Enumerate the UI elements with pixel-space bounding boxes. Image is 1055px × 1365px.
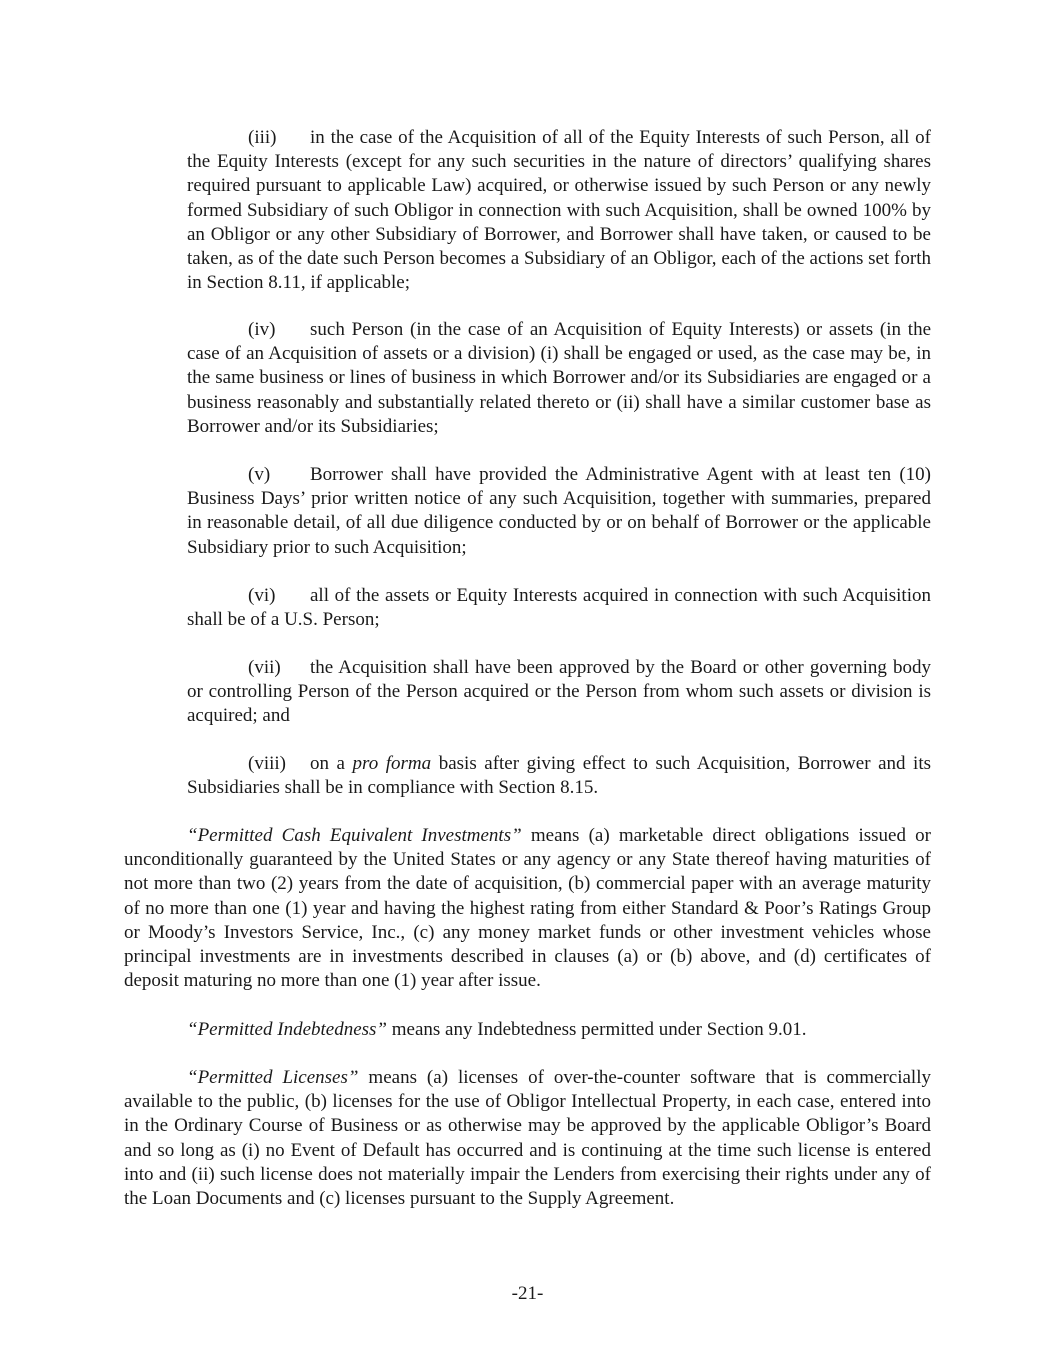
clause-iii	[187, 126, 931, 295]
defined-term: “Permitted Cash Equivalent Investments”	[187, 825, 522, 846]
clause-iv	[187, 318, 931, 439]
clause-number: (vii)	[248, 657, 281, 678]
clause-number: (vi)	[248, 585, 276, 606]
definition-text: means (a) licenses of over-the-counter software that is commercially available to the public, (b) licenses for the use of Obligor Intellectual Property, in each case, entered into in the Ordinary Course of Business or as otherwise may be approved by the applicable Obligor’s Board and so long as (i) no Event of Default has occurred and is continuing at the time such license is entered into and (ii) such license does not materially impair the Lenders from exercising their rights under any of the Loan Documents and (c) licenses pursuant to the Supply Agreement.	[124, 1067, 931, 1210]
definition-permitted-licenses	[124, 1066, 931, 1211]
clause-number: (iv)	[248, 319, 276, 340]
definition-text: means any Indebtedness permitted under Section 9.01.	[387, 1019, 807, 1040]
clause-text-after: basis after giving effect to such Acquisition, Borrower and its Subsidiaries shall be in compliance with Section 8.15.	[187, 753, 932, 799]
defined-term: “Permitted Licenses”	[187, 1067, 359, 1088]
definition-permitted-cash-equivalent-investments	[124, 824, 931, 993]
page-number: -21-	[511, 1283, 544, 1304]
clause-text: in the case of the Acquisition of all of the Equity Interests of such Person, all of the Equity Interests (except for any such securities in the nature of directors’ qualifying shares required pursuant to applicable Law) acquired, or otherwise issued by such Person or any newly formed Subsidiary of such Obligor in connection with such Acquisition, shall be owned 100% by an Obligor or any other Subsidiary of Borrower, and Borrower shall have taken, or caused to be taken, as of the date such Person becomes a Subsidiary of an Obligor, each of the actions set forth in Section 8.11, if applicable;	[187, 127, 931, 294]
pro-forma-term: pro forma	[352, 753, 432, 774]
clause-text: all of the assets or Equity Interests acquired in connection with such Acquisition shall be of a U.S. Person;	[187, 585, 931, 631]
clause-v	[187, 463, 931, 560]
clause-vi	[187, 584, 931, 632]
definition-permitted-indebtedness	[124, 1018, 931, 1042]
definition-text: means (a) marketable direct obligations issued or unconditionally guaranteed by the United States or any agency or any State thereof having maturities of not more than two (2) years from the date of acquisition, (b) commercial paper with an average maturity of no more than one (1) year and having the highest rating from either Standard & Poor’s Ratings Group or Moody’s Investors Service, Inc., (c) any money market funds or other investment vehicles whose principal investments are in investments described in clauses (a) or (b) above, and (d) certificates of deposit maturing no more than one (1) year after issue.	[124, 825, 931, 992]
clause-number: (v)	[248, 464, 271, 485]
clause-text: such Person (in the case of an Acquisition of Equity Interests) or assets (in the case of an Acquisition of assets or a division) (i) shall be engaged or used, as the case may be, in the same business or lines of business in which Borrower and/or its Subsidiaries are engaged or a business reasonably and substantially related thereto or (ii) shall have a similar customer base as Borrower and/or its Subsidiaries;	[187, 319, 931, 437]
clause-text: the Acquisition shall have been approved by the Board or other governing body or controlling Person of the Person acquired or the Person from whom such assets or division is acquired; and	[187, 657, 931, 727]
clause-vii	[187, 656, 931, 729]
clause-number: (viii)	[248, 753, 286, 774]
defined-term: “Permitted Indebtedness”	[187, 1019, 388, 1040]
clause-text: Borrower shall have provided the Administrative Agent with at least ten (10) Business Days’ prior written notice of any such Acquisition, together with summaries, prepared in reasonable detail, of all due diligence conducted by or on behalf of Borrower or the applicable Subsidiary prior to such Acquisition;	[187, 464, 931, 558]
clause-number: (iii)	[248, 127, 277, 148]
clause-text-before: on a	[310, 753, 353, 774]
clause-viii	[187, 752, 931, 800]
